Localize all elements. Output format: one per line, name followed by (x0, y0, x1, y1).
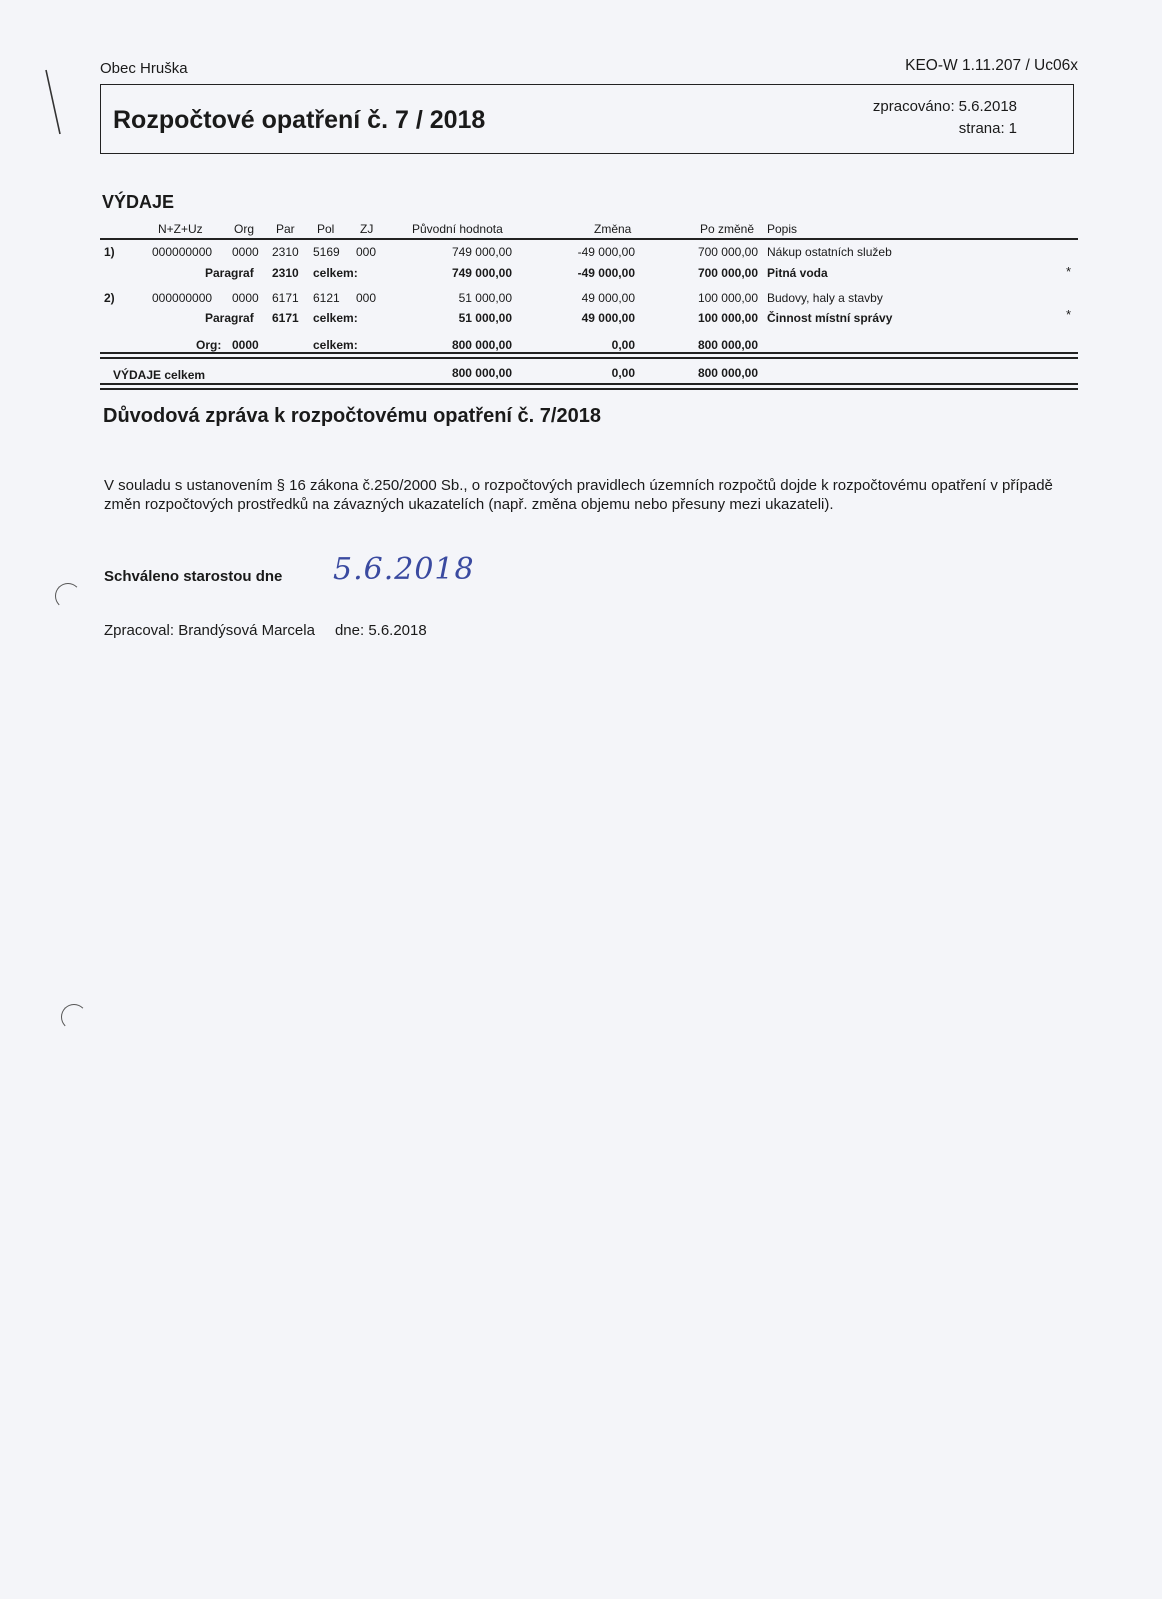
cell-description: Pitná voda (767, 266, 828, 280)
processed-value: 5.6.2018 (958, 98, 1017, 115)
cell-after: 100 000,00 (697, 291, 758, 305)
total-after: 800 000,00 (697, 366, 758, 380)
margin-pen-mark (40, 68, 64, 138)
cell-original: 800 000,00 (451, 338, 512, 352)
report-text: V souladu s ustanovením § 16 zákona č.250/2000 Sb., o rozpočtových pravidlech územních rozpočtů dojde k rozpočtovému opatření v případě změn rozpočtových prostředků na závazných ukazatelích (např. změna objemu nebo přesuny mezi ukazateli). (104, 477, 1053, 513)
table-rule (100, 357, 1078, 359)
row-number: 1) (104, 245, 115, 259)
subtotal-label: Paragraf (205, 311, 254, 325)
punch-hole-mark (55, 583, 81, 609)
page-row (873, 118, 1017, 140)
total-original: 800 000,00 (451, 366, 512, 380)
cell-change: 49 000,00 (581, 311, 635, 325)
col-header-nzuz: N+Z+Uz (158, 222, 203, 236)
document-meta (873, 96, 1017, 140)
cell-par: 6171 (272, 291, 299, 305)
cell-zj: 000 (356, 291, 377, 305)
subtotal-word: celkem: (313, 266, 358, 280)
table-header-rule (100, 238, 1078, 240)
cell-change: 0,00 (611, 338, 635, 352)
col-header-zj: ZJ (360, 222, 374, 236)
cell-change: 49 000,00 (581, 291, 635, 305)
table-rule (100, 383, 1078, 385)
cell-description: Budovy, haly a stavby (767, 291, 883, 305)
cell-original: 51 000,00 (458, 291, 512, 305)
cell-nzuz: 000000000 (152, 245, 213, 259)
section-title: VÝDAJE (102, 192, 175, 212)
cell-description: Nákup ostatních služeb (767, 245, 892, 259)
cell-org: 0000 (232, 291, 259, 305)
cell-org: 0000 (232, 338, 259, 352)
col-header-description: Popis (767, 222, 798, 236)
total-change: 0,00 (611, 366, 635, 380)
cell-pol: 5169 (313, 245, 340, 259)
processed-row (873, 96, 1017, 118)
cell-after: 100 000,00 (697, 311, 758, 325)
cell-pol: 6121 (313, 291, 340, 305)
report-title: Důvodová zpráva k rozpočtovému opatření č. 7/2018 (103, 405, 601, 427)
cell-org: 0000 (232, 245, 259, 259)
subtotal-word: celkem: (313, 338, 358, 352)
cell-par: 6171 (272, 311, 299, 325)
subtotal-label: Paragraf (205, 266, 254, 280)
row-number: 2) (104, 291, 115, 305)
cell-description: Činnost místní správy (767, 311, 893, 325)
cell-par: 2310 (272, 245, 299, 259)
cell-nzuz: 000000000 (152, 291, 213, 305)
prepared-line (104, 622, 427, 639)
row-mark: * (1066, 264, 1072, 279)
handwritten-signature-date: 5.6.2018 (333, 552, 475, 587)
cell-zj: 000 (356, 245, 377, 259)
prepared-label: Zpracoval: (104, 622, 175, 639)
col-header-change: Změna (594, 222, 632, 236)
cell-change: -49 000,00 (577, 245, 635, 259)
table-rule (100, 352, 1078, 354)
cell-original: 749 000,00 (451, 245, 512, 259)
prepared-name: Brandýsová Marcela (178, 622, 315, 639)
org-name: Obec Hruška (100, 60, 188, 77)
row-mark: * (1066, 307, 1072, 322)
document-title: Rozpočtové opatření č. 7 / 2018 (113, 106, 486, 134)
subtotal-label: Org: (196, 338, 222, 352)
col-header-pol: Pol (317, 222, 335, 236)
col-header-original: Původní hodnota (412, 222, 503, 236)
total-label: VÝDAJE celkem (113, 368, 206, 382)
subtotal-word: celkem: (313, 311, 358, 325)
cell-after: 800 000,00 (697, 338, 758, 352)
col-header-par: Par (276, 222, 295, 236)
approved-label: Schváleno starostou dne (104, 568, 283, 585)
document-code: KEO-W 1.11.207 / Uc06x (905, 57, 1078, 74)
cell-original: 51 000,00 (458, 311, 512, 325)
col-header-after: Po změně (700, 222, 755, 236)
cell-par: 2310 (272, 266, 299, 280)
page-value: 1 (1008, 120, 1017, 137)
col-header-org: Org (234, 222, 255, 236)
punch-hole-mark (61, 1004, 87, 1030)
processed-label: zpracováno: (872, 98, 955, 115)
date-value: 5.6.2018 (368, 622, 427, 639)
date-label: dne: (334, 622, 365, 639)
cell-after: 700 000,00 (697, 266, 758, 280)
cell-after: 700 000,00 (697, 245, 758, 259)
table-rule (100, 388, 1078, 390)
cell-original: 749 000,00 (451, 266, 512, 280)
page-label: strana: (958, 120, 1005, 137)
cell-change: -49 000,00 (577, 266, 635, 280)
